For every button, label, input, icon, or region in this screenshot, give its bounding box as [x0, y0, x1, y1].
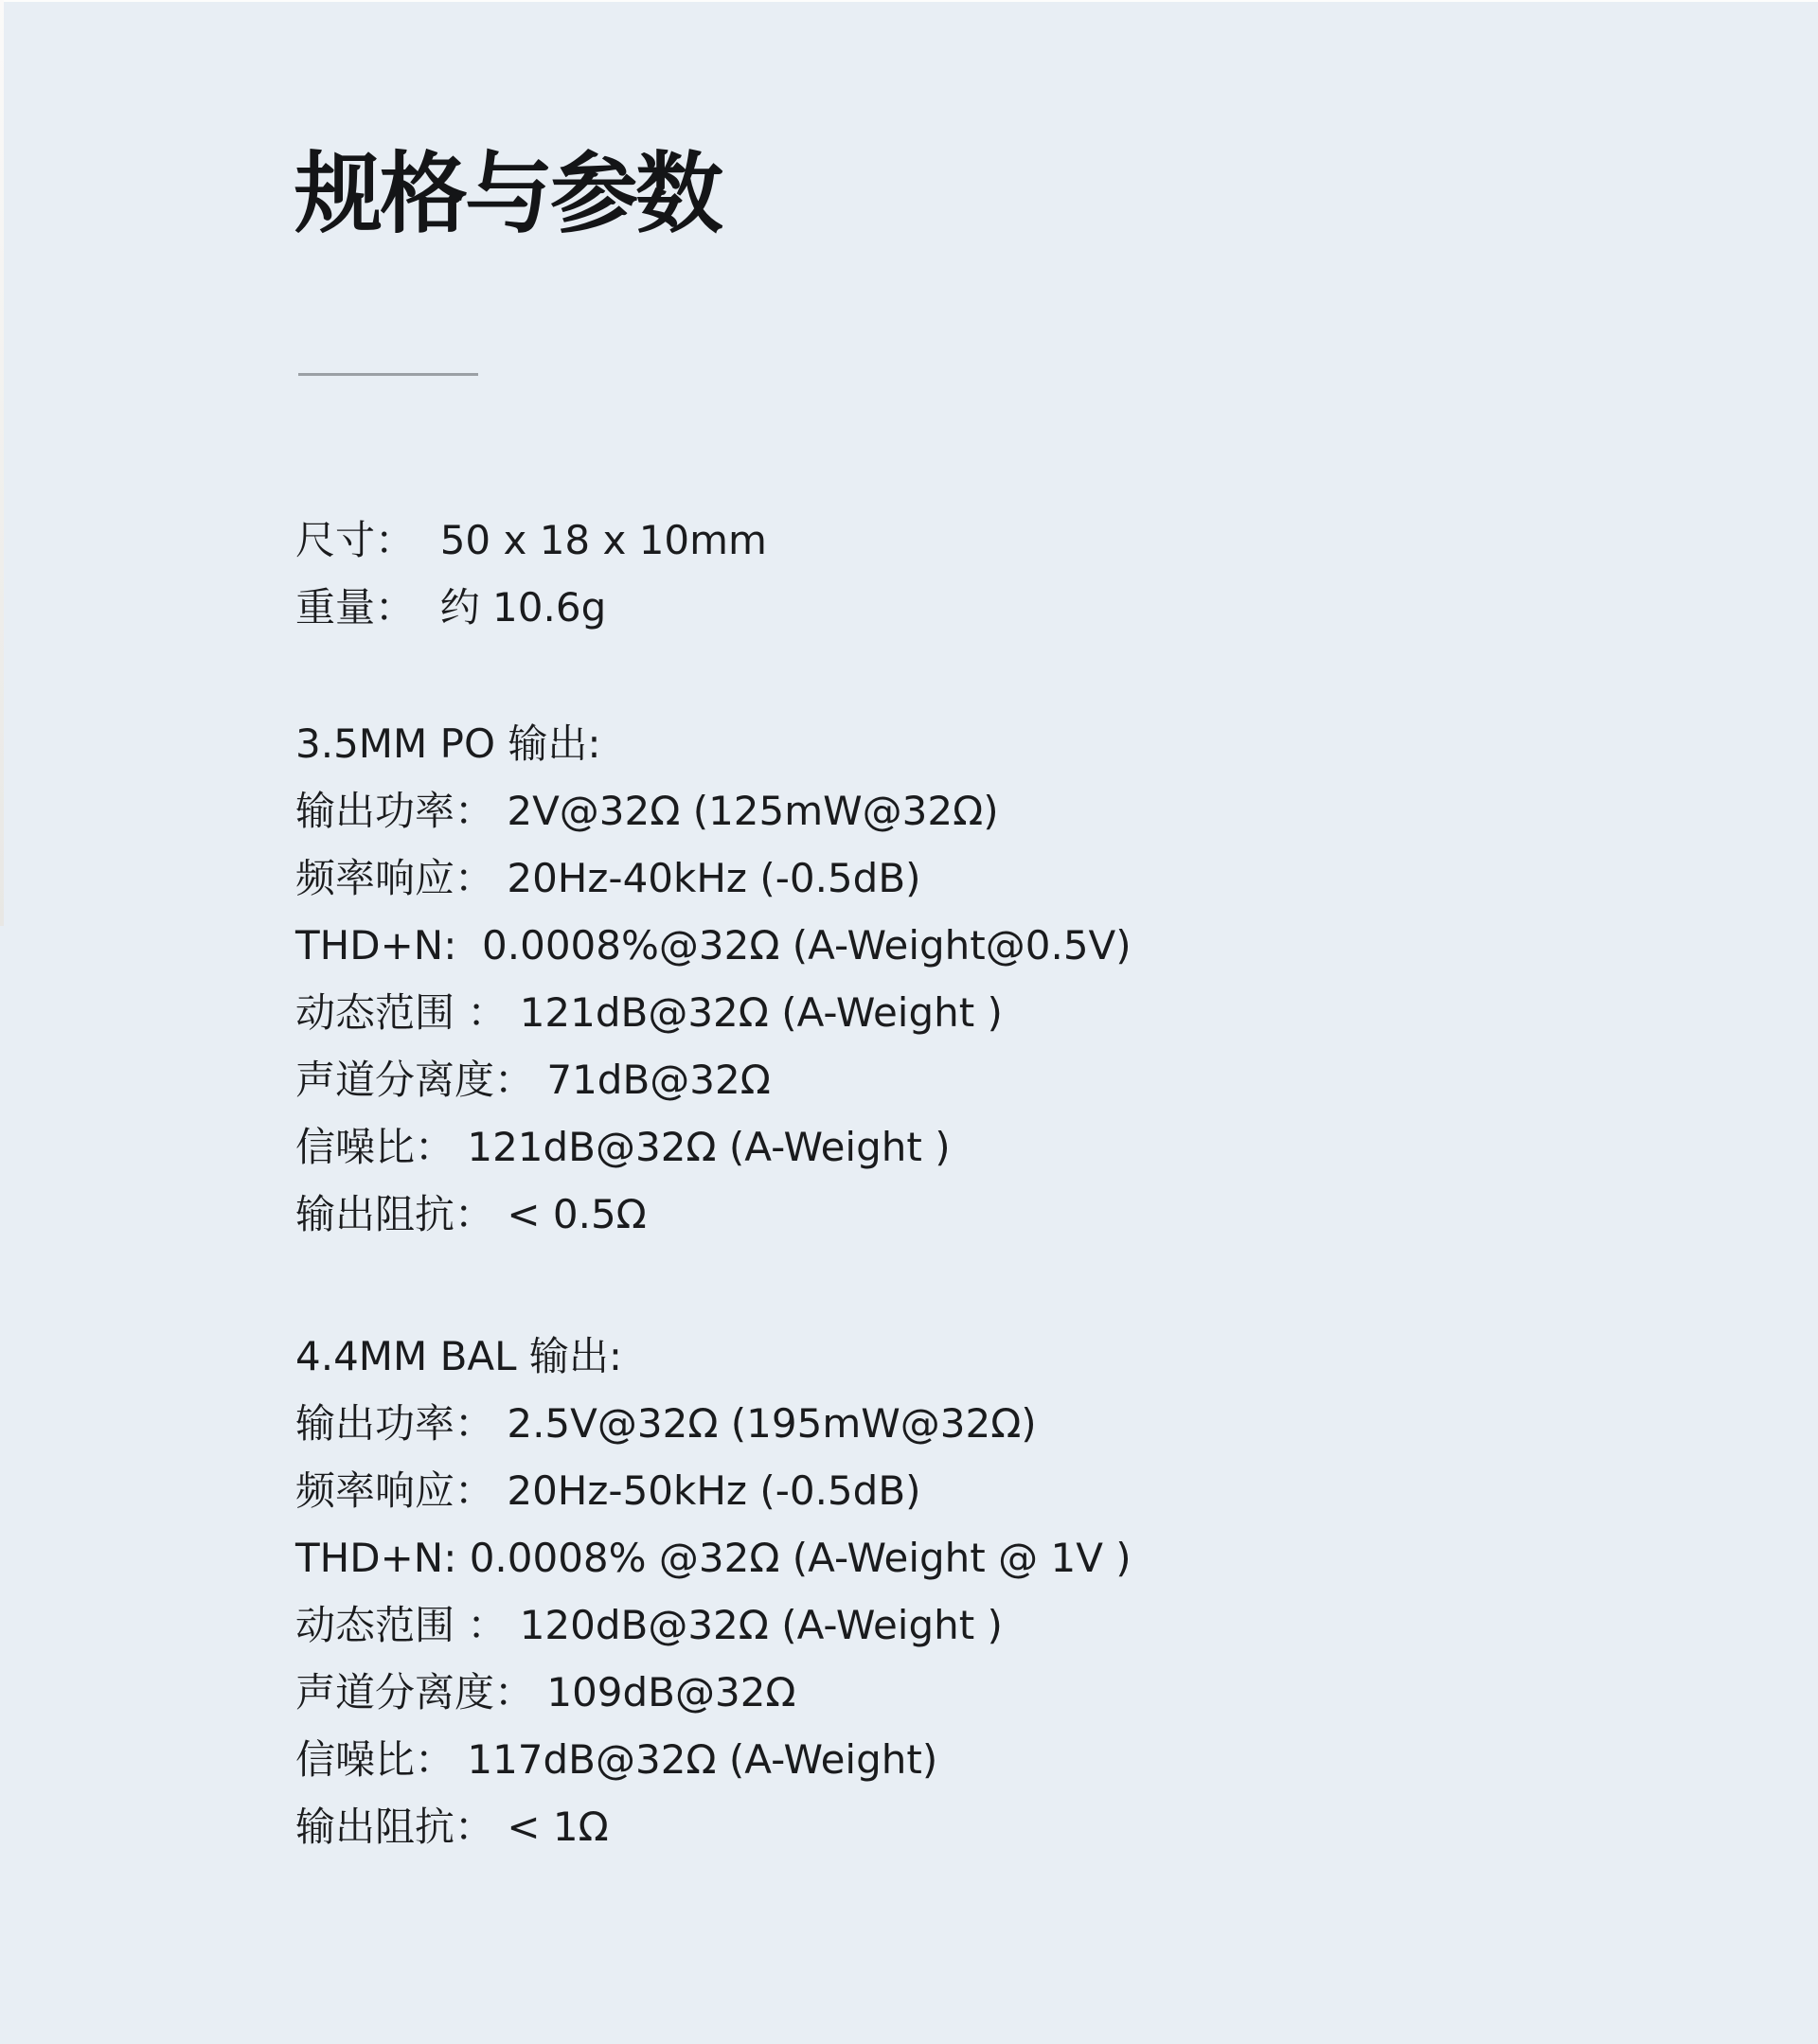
spec-line-po-channel-separation: 声道分离度： 71dB@32Ω [295, 1057, 771, 1103]
spec-heading-4-4mm-bal: 4.4MM BAL 输出: [295, 1333, 623, 1379]
title-divider [298, 373, 478, 376]
spec-line-weight: 重量： 约 10.6g [295, 584, 607, 631]
spec-line-po-output-power: 输出功率： 2V@32Ω (125mW@32Ω) [295, 788, 999, 834]
spec-line-dimensions: 尺寸： 50 x 18 x 10mm [295, 517, 767, 563]
spec-line-bal-channel-separation: 声道分离度： 109dB@32Ω [295, 1669, 796, 1715]
page-title: 规格与参数 [294, 143, 721, 245]
page-left-edge [0, 0, 4, 926]
section-gap [295, 641, 1132, 710]
spec-line-po-snr: 信噪比： 121dB@32Ω (A-Weight ) [295, 1124, 951, 1170]
spec-line-po-frequency-response: 频率响应： 20Hz-40kHz (-0.5dB) [295, 855, 921, 901]
spec-line-po-thd-n: THD+N: 0.0008%@32Ω (A-Weight@0.5V) [295, 922, 1132, 969]
spec-line-bal-output-power: 输出功率： 2.5V@32Ω (195mW@32Ω) [295, 1400, 1037, 1447]
spec-line-bal-frequency-response: 频率响应： 20Hz-50kHz (-0.5dB) [295, 1467, 921, 1514]
spec-line-bal-snr: 信噪比： 117dB@32Ω (A-Weight) [295, 1736, 938, 1783]
spec-line-bal-thd-n: THD+N: 0.0008% @32Ω (A-Weight @ 1V ) [295, 1535, 1132, 1581]
spec-line-po-output-impedance: 输出阻抗： < 0.5Ω [295, 1191, 647, 1237]
spec-line-po-dynamic-range: 动态范围 ： 121dB@32Ω (A-Weight ) [295, 989, 1003, 1036]
page-top-edge [0, 0, 1818, 2]
spec-line-bal-dynamic-range: 动态范围 ： 120dB@32Ω (A-Weight ) [295, 1602, 1003, 1648]
section-gap [295, 1248, 1132, 1323]
spec-line-bal-output-impedance: 输出阻抗： < 1Ω [295, 1804, 609, 1850]
spec-list [295, 507, 1132, 1860]
spec-heading-3-5mm-po: 3.5MM PO 输出: [295, 720, 601, 767]
